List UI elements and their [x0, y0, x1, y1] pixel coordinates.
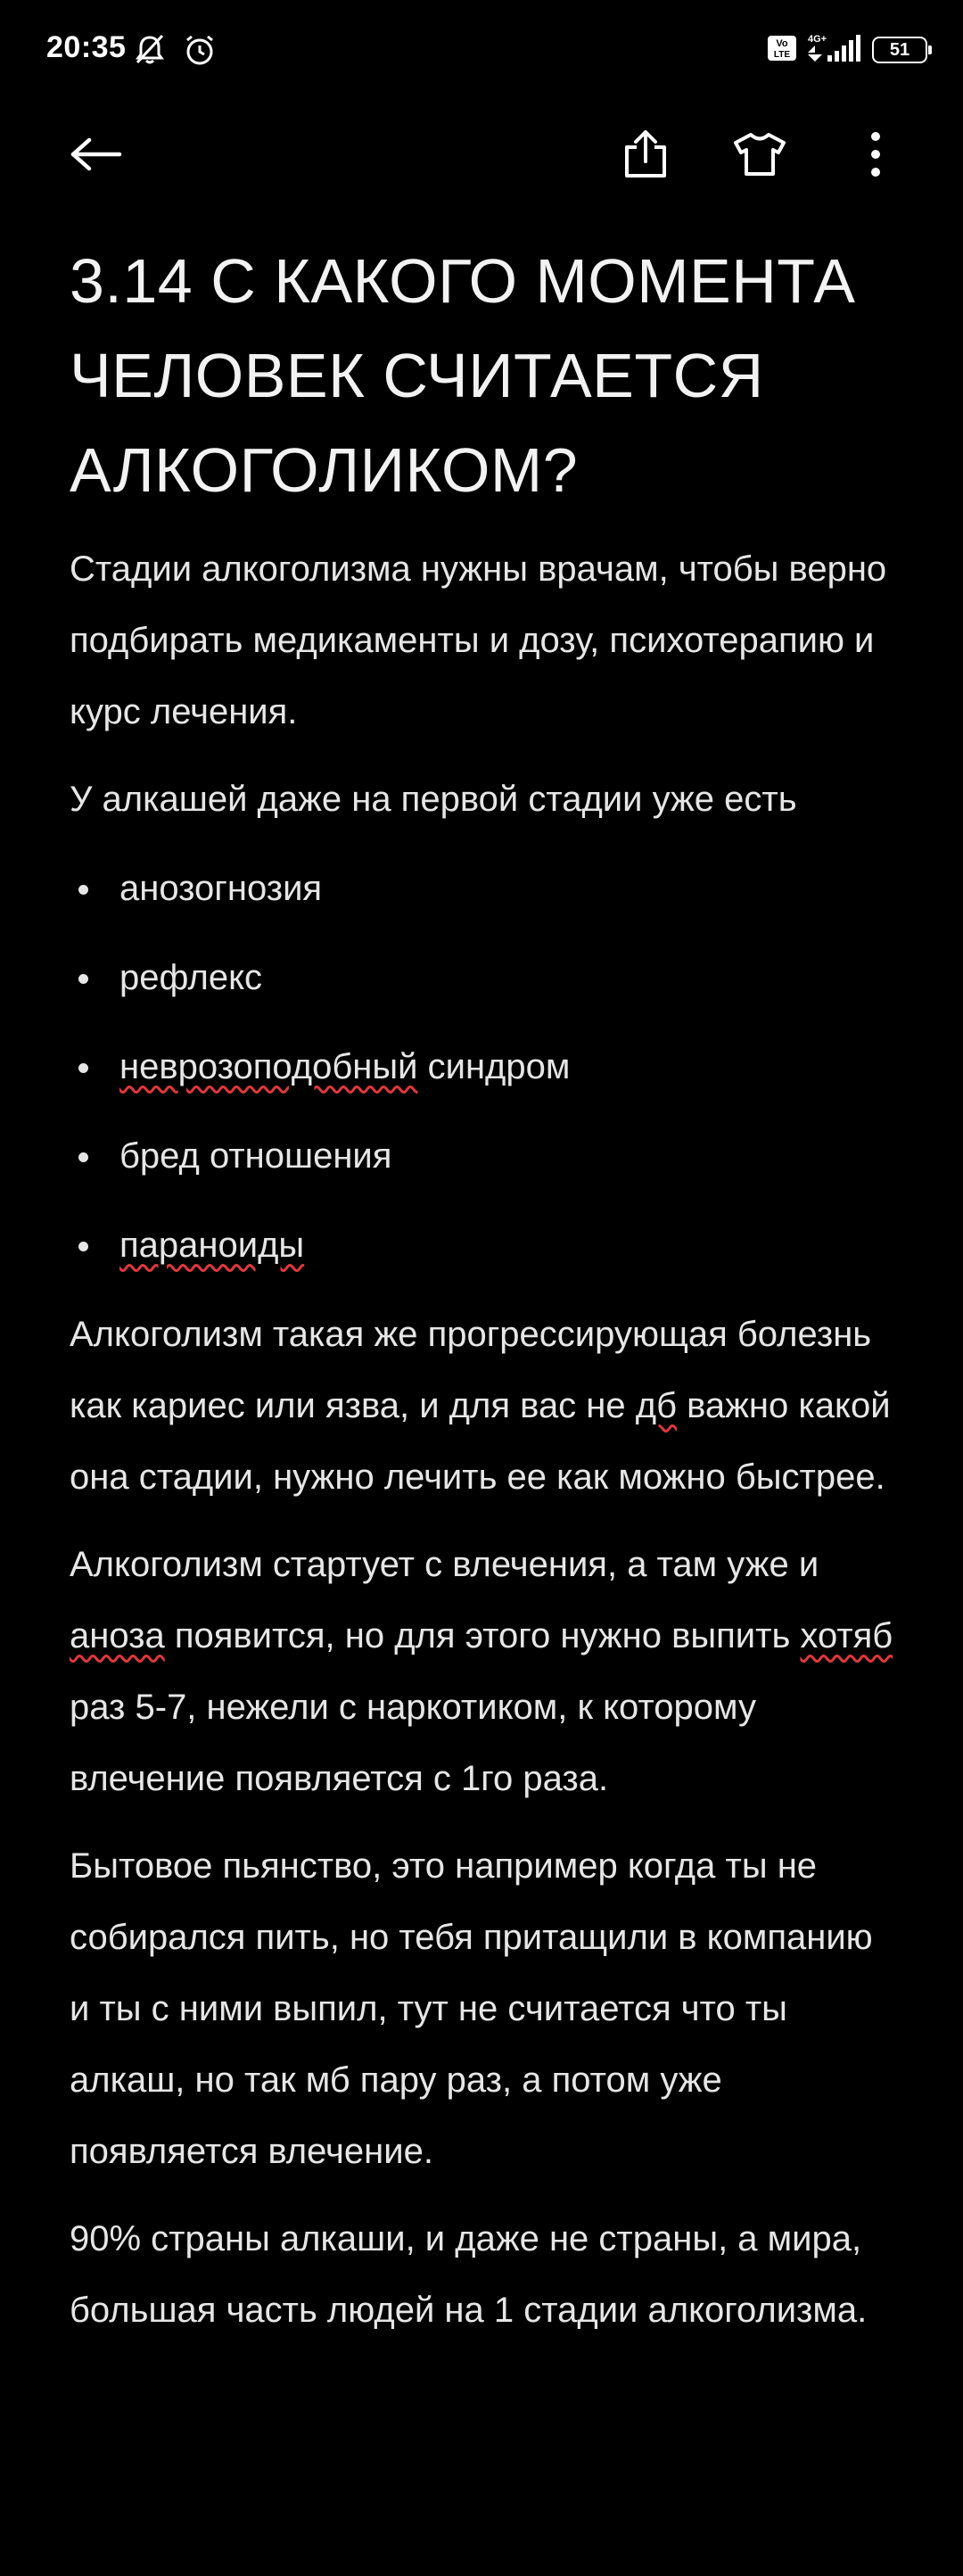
spellcheck-word[interactable]: дб: [635, 1386, 677, 1425]
note-toolbar: [0, 116, 963, 196]
paragraph: 90% страны алкаши, и даже не страны, а мира, большая часть людей на 1 стадии алкоголизма.: [70, 2219, 868, 2330]
paragraph: Бытовое пьянство, это например когда ты не собирался пить, но тебя притащили в компанию и ты с ними выпил, тут не считается что ты алкаш, но так мб пару раз, а потом уже появляется влечение.: [70, 1846, 873, 2171]
theme-button[interactable]: [724, 120, 795, 192]
volte-icon: [767, 35, 797, 66]
list-item: рефлекс: [70, 942, 899, 1031]
spellcheck-word[interactable]: неврозоподобный: [119, 1047, 418, 1086]
status-bar: [0, 0, 963, 98]
svg-text:4G+: 4G+: [808, 33, 827, 45]
spellcheck-word[interactable]: аноза: [70, 1616, 165, 1655]
muted-bell-icon: [132, 32, 168, 68]
status-time: 20:35: [46, 30, 127, 64]
alarm-icon: [182, 32, 218, 68]
spellcheck-word[interactable]: параноиды: [119, 1226, 305, 1265]
note-title: 3.14 С КАКОГО МОМЕНТА ЧЕЛОВЕК СЧИТАЕТСЯ АЛКОГОЛИКОМ?: [70, 246, 856, 505]
list-item: бред отношения: [70, 1120, 899, 1210]
tshirt-icon: [732, 131, 787, 182]
back-button[interactable]: [61, 120, 132, 192]
list-item: неврозоподобный синдром: [70, 1031, 899, 1120]
arrow-left-icon: [70, 136, 123, 177]
more-options-button[interactable]: [840, 120, 911, 192]
paragraph: Стадии алкоголизма нужны врачам, чтобы верно подбирать медикаменты и дозу, психотерапию и курс лечения.: [70, 549, 887, 731]
share-icon: [623, 129, 668, 184]
paragraph: Алкоголизм стартует с влечения, а там уже и аноза появится, но для этого нужно выпить хотяб раз 5-7, нежели с наркотиком, к которому влечение появляется с 1го раза.: [70, 1545, 893, 1798]
list-item: [70, 1210, 899, 1281]
spellcheck-word[interactable]: хотяб: [800, 1616, 893, 1655]
signal-icon: [806, 33, 863, 68]
more-vertical-icon: [868, 131, 883, 182]
paragraph: У алкашей даже на первой стадии уже есть: [70, 780, 797, 819]
share-button[interactable]: [610, 120, 681, 192]
symptom-list: [70, 853, 899, 1281]
list-item: анозогнозия: [70, 853, 899, 942]
note-body[interactable]: [70, 234, 899, 2346]
svg-text:LTE: LTE: [773, 49, 791, 60]
battery-indicator: 51: [872, 37, 927, 63]
status-indicators: [767, 32, 927, 68]
paragraph: Алкоголизм такая же прогрессирующая болезнь как кариес или язва, и для вас не дб важно какой она стадии, нужно лечить ее как можно быстрее.: [70, 1315, 891, 1497]
svg-text:Vo: Vo: [776, 37, 788, 49]
